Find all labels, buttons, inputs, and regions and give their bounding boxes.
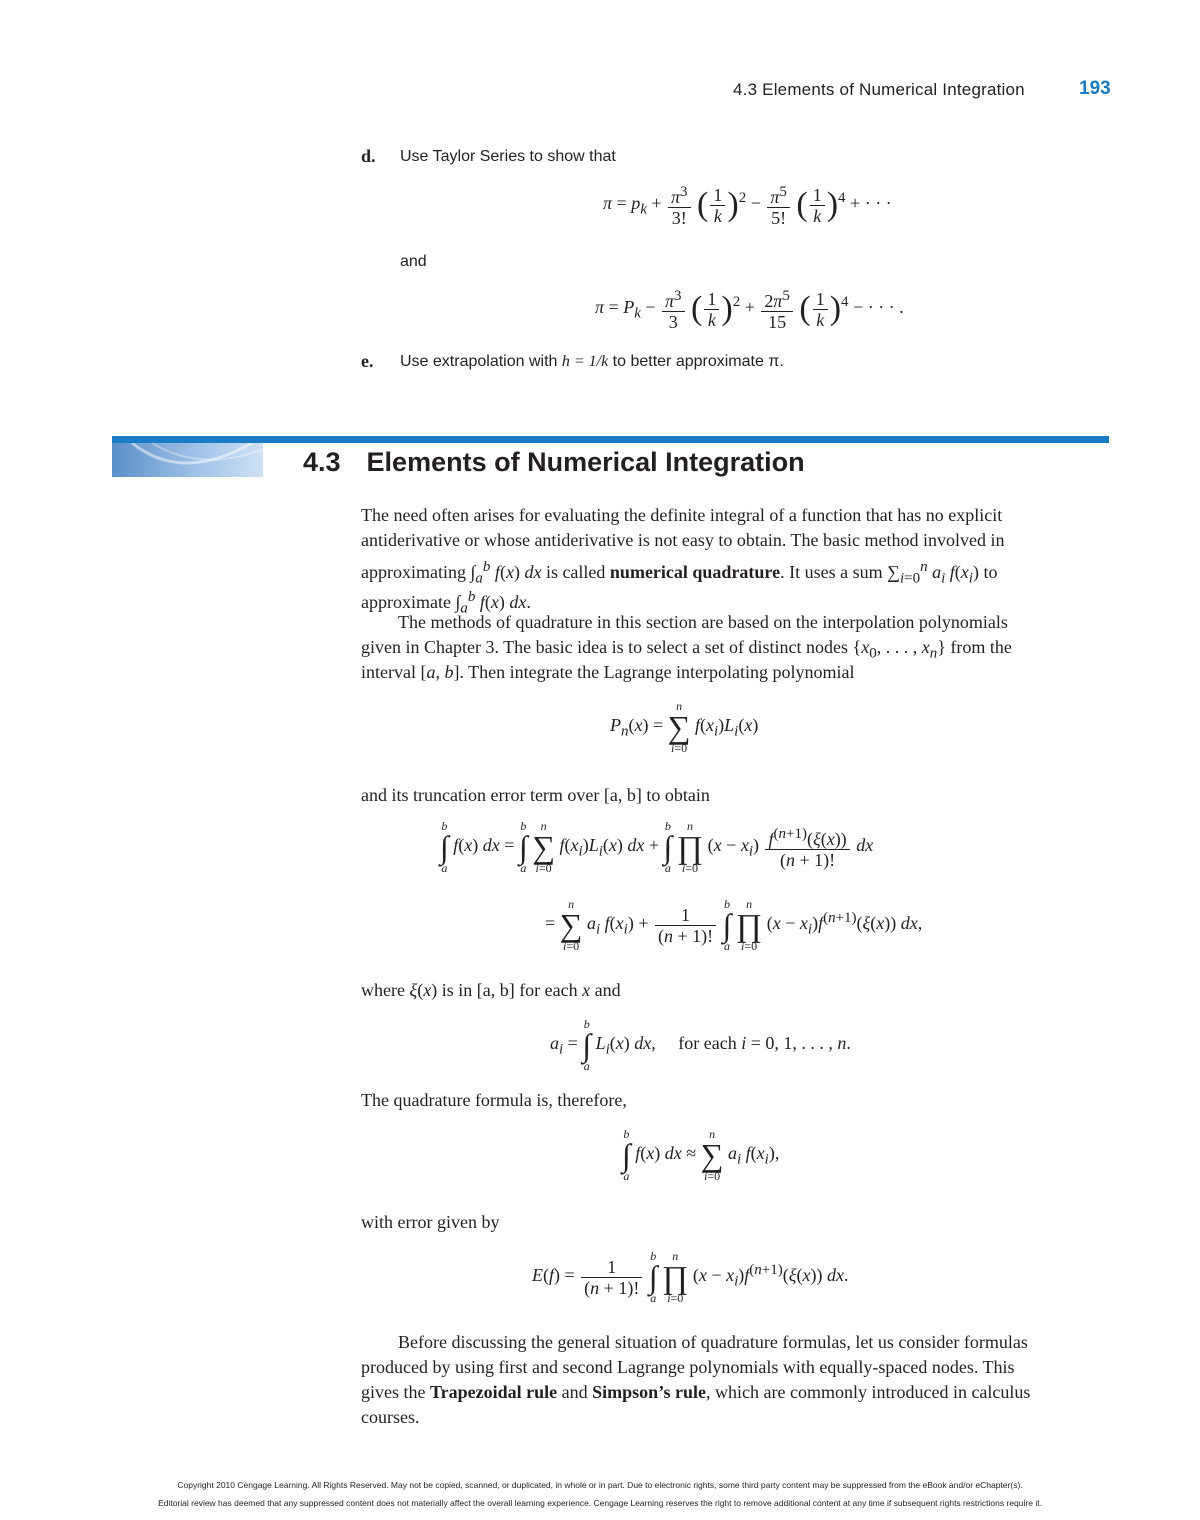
exercise-d-label: d. bbox=[361, 146, 376, 166]
paragraph-3-line-2: produced by using first and second Lagrange polynomials with equally-spaced nodes. This bbox=[361, 1357, 1015, 1377]
where-line: where ξ(x) is in [a, b] for each x and bbox=[361, 980, 621, 1000]
exercise-e-text: Use extrapolation with h = 1/k to better approximate π. bbox=[400, 353, 784, 370]
exercise-d-text: Use Taylor Series to show that bbox=[400, 148, 616, 165]
paragraph-1-line-2: antiderivative or whose antiderivative is not easy to obtain. The basic method involved in bbox=[361, 530, 1005, 550]
equation-pi-pk: $\pi = p_k$ + $\frac{\pi^3}{3!}$ ( $\frac{1}{k}$ )$^2$ − $\frac{\pi^5}{5!}$ ( $\frac{1}{k}$ )$^4$ + · · · bbox=[603, 184, 892, 228]
equation-quadrature-formula: b ∫ a f(x) dx ≈ n ∑ i=0 $a_i$ $f(x_i)$, bbox=[622, 1127, 780, 1183]
equation-error-term: E(f) = $\frac{1}{(n + 1)!}$ b ∫ a n ∏ i=0 $(x - x_i)f^{(n+1)}(\xi(x))$ dx. bbox=[532, 1249, 849, 1305]
equation-integral-line-1: b ∫ a f(x) dx = b ∫ a n ∑ i=0 $f(x_i)L_i(x)$ dx + b ∫ a n ∏ i=0 $(x - x_i)$ $\frac{f^{(n+1)}(\xi(x))}{(n + 1)!}$ dx bbox=[440, 819, 874, 875]
paragraph-2-line-3: interval [a, b]. Then integrate the Lagrange interpolating polynomial bbox=[361, 662, 855, 682]
paragraph-1-line-3: approximating $\int_a^b$ f(x) dx is called numerical quadrature. It uses a sum $\sum_{i=0}^n$ $a_i$ $f(x_i)$ to bbox=[361, 559, 998, 587]
exercise-e-label: e. bbox=[361, 351, 374, 371]
truncation-line: and its truncation error term over [a, b] to obtain bbox=[361, 785, 710, 805]
section-heading: 4.3 Elements of Numerical Integration bbox=[303, 447, 805, 477]
equation-lagrange-polynomial: $P_n(x) = n$ ∑ i=0 $f(x_i)L_i(x)$ bbox=[610, 699, 759, 755]
equation-ai-definition: $a_i = b$ ∫ a $L_i(x)$ dx, for each i = 0, 1, . . . , n. bbox=[550, 1017, 851, 1073]
equation-pi-Pk: $\pi = P_k$ − $\frac{\pi^3}{3}$ ( $\frac{1}{k}$ )$^2$ + $\frac{2\pi^5}{15}$ ( $\frac{1}{k}$ )$^4$ − · · · . bbox=[595, 288, 904, 332]
copyright-footer-line-2: Editorial review has deemed that any suppressed content does not materially affect the overall learning experience. Cengage Learning reserves the right to remove additional content at any time if subsequent rights restrictions require it. bbox=[158, 1498, 1042, 1508]
term-simpsons-rule: Simpson’s rule bbox=[592, 1382, 707, 1402]
paragraph-1-line-1: The need often arises for evaluating the definite integral of a function that has no explicit bbox=[361, 505, 1003, 525]
paragraph-3-line-3: gives the Trapezoidal rule and Simpson’s rule, which are commonly introduced in calculus bbox=[361, 1382, 1031, 1402]
paragraph-3-line-4: courses. bbox=[361, 1407, 420, 1427]
paragraph-3-line-1: Before discussing the general situation of quadrature formulas, let us consider formulas bbox=[398, 1332, 1028, 1352]
term-trapezoidal-rule: Trapezoidal rule bbox=[430, 1382, 558, 1402]
equation-integral-line-2: = n ∑ i=0 $a_i$ $f(x_i)$ + $\frac{1}{(n + 1)!}$ b ∫ a n ∏ i=0 $(x - x_i)f^{(n+1)}(\xi(x))$ dx, bbox=[545, 897, 923, 953]
quadrature-line: The quadrature formula is, therefore, bbox=[361, 1090, 627, 1110]
page-number: 193 bbox=[1079, 78, 1111, 99]
paragraph-2-line-2: given in Chapter 3. The basic idea is to select a set of distinct nodes {$x_0$, . . . , $x_n$} from the bbox=[361, 637, 1012, 662]
running-head: 4.3 Elements of Numerical Integration bbox=[733, 80, 1025, 99]
term-numerical-quadrature: numerical quadrature bbox=[609, 562, 781, 582]
section-rule bbox=[112, 436, 1109, 443]
copyright-footer-line-1: Copyright 2010 Cengage Learning. All Rights Reserved. May not be copied, scanned, or duplicated, in whole or in part. Due to electronic rights, some third party content may be suppressed from the eBook and/or eChapter(s). bbox=[177, 1480, 1023, 1490]
section-banner-graphic bbox=[112, 443, 263, 477]
paragraph-2-line-1: The methods of quadrature in this section are based on the interpolation polynomials bbox=[398, 612, 1008, 632]
error-line: with error given by bbox=[361, 1212, 500, 1232]
and-word: and bbox=[400, 253, 427, 270]
paragraph-1-line-4: approximate $\int_a^b$ f(x) dx. bbox=[361, 589, 531, 617]
